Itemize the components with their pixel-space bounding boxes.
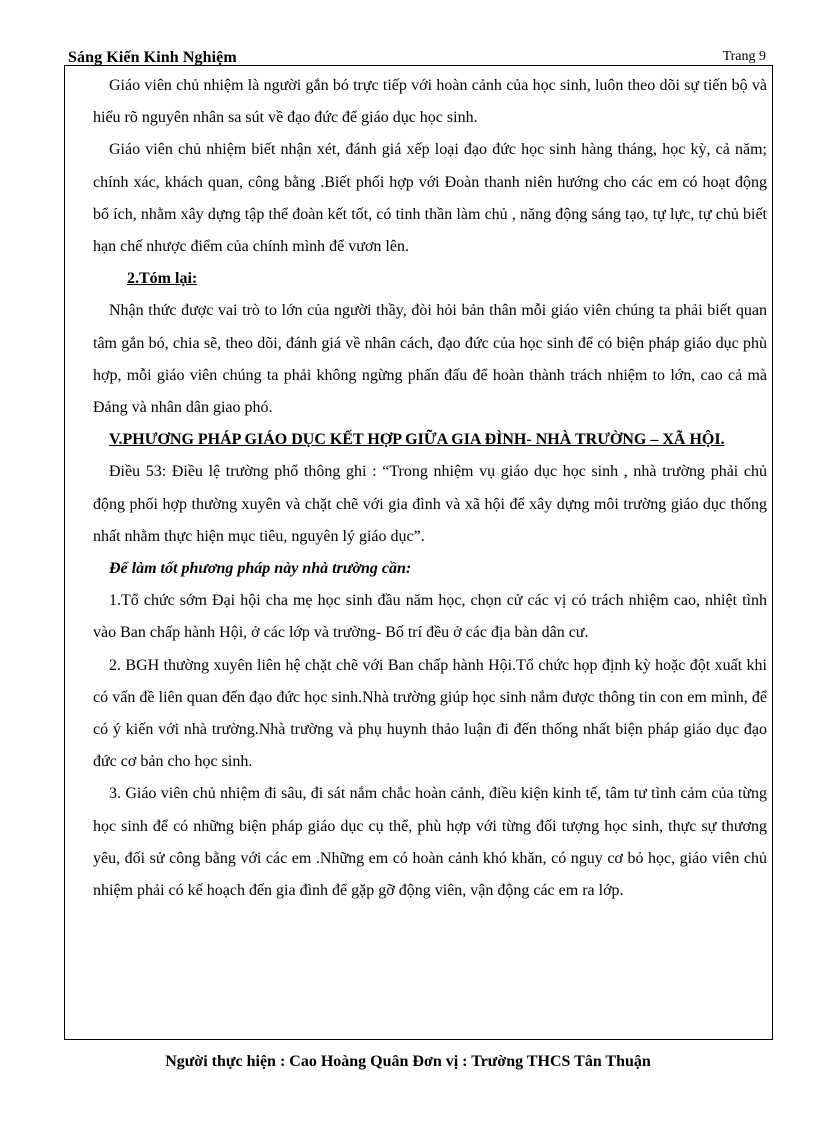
paragraph-article-53: Điều 53: Điều lệ trường phổ thông ghi : “Trong nhiệm vụ giáo dục học sinh , nhà trường phải chủ động phối hợp thường xuyên và chặt chẽ với gia đình và xã hội để xây dựng môi trường giáo dục thống nhất nhằm thực hiện mục tiêu, nguyên lý giáo dục”. <box>93 463 767 545</box>
paragraph-item-3: 3. Giáo viên chủ nhiệm đi sâu, đi sát nắm chắc hoàn cảnh, điều kiện kinh tế, tâm tư tình cảm của từng học sinh để có những biện pháp giáo dục cụ thể, phù hợp với từng đối tượng học sinh, thực sự thương yêu, đối sử công bằng với các em .Những em có hoàn cảnh khó khăn, có nguy cơ bỏ học, giáo viên chủ nhiệm phải có kế hoạch đến gia đình để gặp gỡ động viên, vận động các em ra lớp. <box>93 785 767 900</box>
paragraph-homeroom-teacher-role: Giáo viên chủ nhiệm là người gắn bó trực tiếp với hoàn cảnh của học sinh, luôn theo dõi sự tiến bộ và hiểu rõ nguyên nhân sa sút về đạo đức để giáo dục học sinh. <box>93 77 767 127</box>
paragraph-summary: Nhận thức được vai trò to lớn của người thầy, đòi hỏi bản thân mỗi giáo viên chúng ta phải biết quan tâm gắn bó, chia sẽ, theo dõi, đánh giá về nhân cách, đạo đức của học sinh để có biện pháp giáo dục phù hợp, mỗi giáo viên chúng ta phải không ngừng phấn đấu để hoàn thành trách nhiệm to lớn, cao cả mà Đảng và nhân dân giao phó. <box>93 302 767 417</box>
document-body <box>93 70 767 907</box>
document-header-title: Sáng Kiến Kinh Nghiệm <box>68 49 237 66</box>
section-heading-v: V.PHƯƠNG PHÁP GIÁO DỤC KẾT HỢP GIỮA GIA ĐÌNH- NHÀ TRƯỜNG – XÃ HỘI. <box>109 431 725 449</box>
paragraph-homeroom-teacher-evaluation: Giáo viên chủ nhiệm biết nhận xét, đánh giá xếp loại đạo đức học sinh hàng tháng, học kỳ, cả năm; chính xác, khách quan, công bằng .Biết phối hợp với Đoàn thanh niên hướng cho các em có hoạt động bổ ích, nhằm xây dựng tập thể đoàn kết tốt, có tinh thần làm chủ , năng động sáng tạo, tự lực, tự chủ biết hạn chế nhược điểm của chính mình để vươn lên. <box>93 141 767 256</box>
paragraph-item-2: 2. BGH thường xuyên liên hệ chặt chẽ với Ban chấp hành Hội.Tổ chức họp định kỳ hoặc đột xuất khi có vấn đề liên quan đến đạo đức học sinh.Nhà trường giúp học sinh nắm được thông tin con em mình, để có ý kiến với nhà trường.Nhà trường và phụ huynh thảo luận đi đến thống nhất biện pháp giáo dục đạo đức cơ bản cho học sinh. <box>93 656 767 771</box>
subheading-school-requirements: Để làm tốt phương pháp này nhà trường cần: <box>109 560 412 578</box>
subheading-summary: 2.Tóm lại: <box>127 270 198 288</box>
page-number: Trang 9 <box>722 49 766 64</box>
paragraph-item-1: 1.Tổ chức sớm Đại hội cha mẹ học sinh đầu năm học, chọn cử các vị có trách nhiệm cao, nhiệt tình vào Ban chấp hành Hội, ở các lớp và trường- Bố trí đều ở các địa bàn dân cư. <box>93 592 767 642</box>
document-footer: Người thực hiện : Cao Hoàng Quân Đơn vị : Trường THCS Tân Thuận <box>165 1053 651 1070</box>
